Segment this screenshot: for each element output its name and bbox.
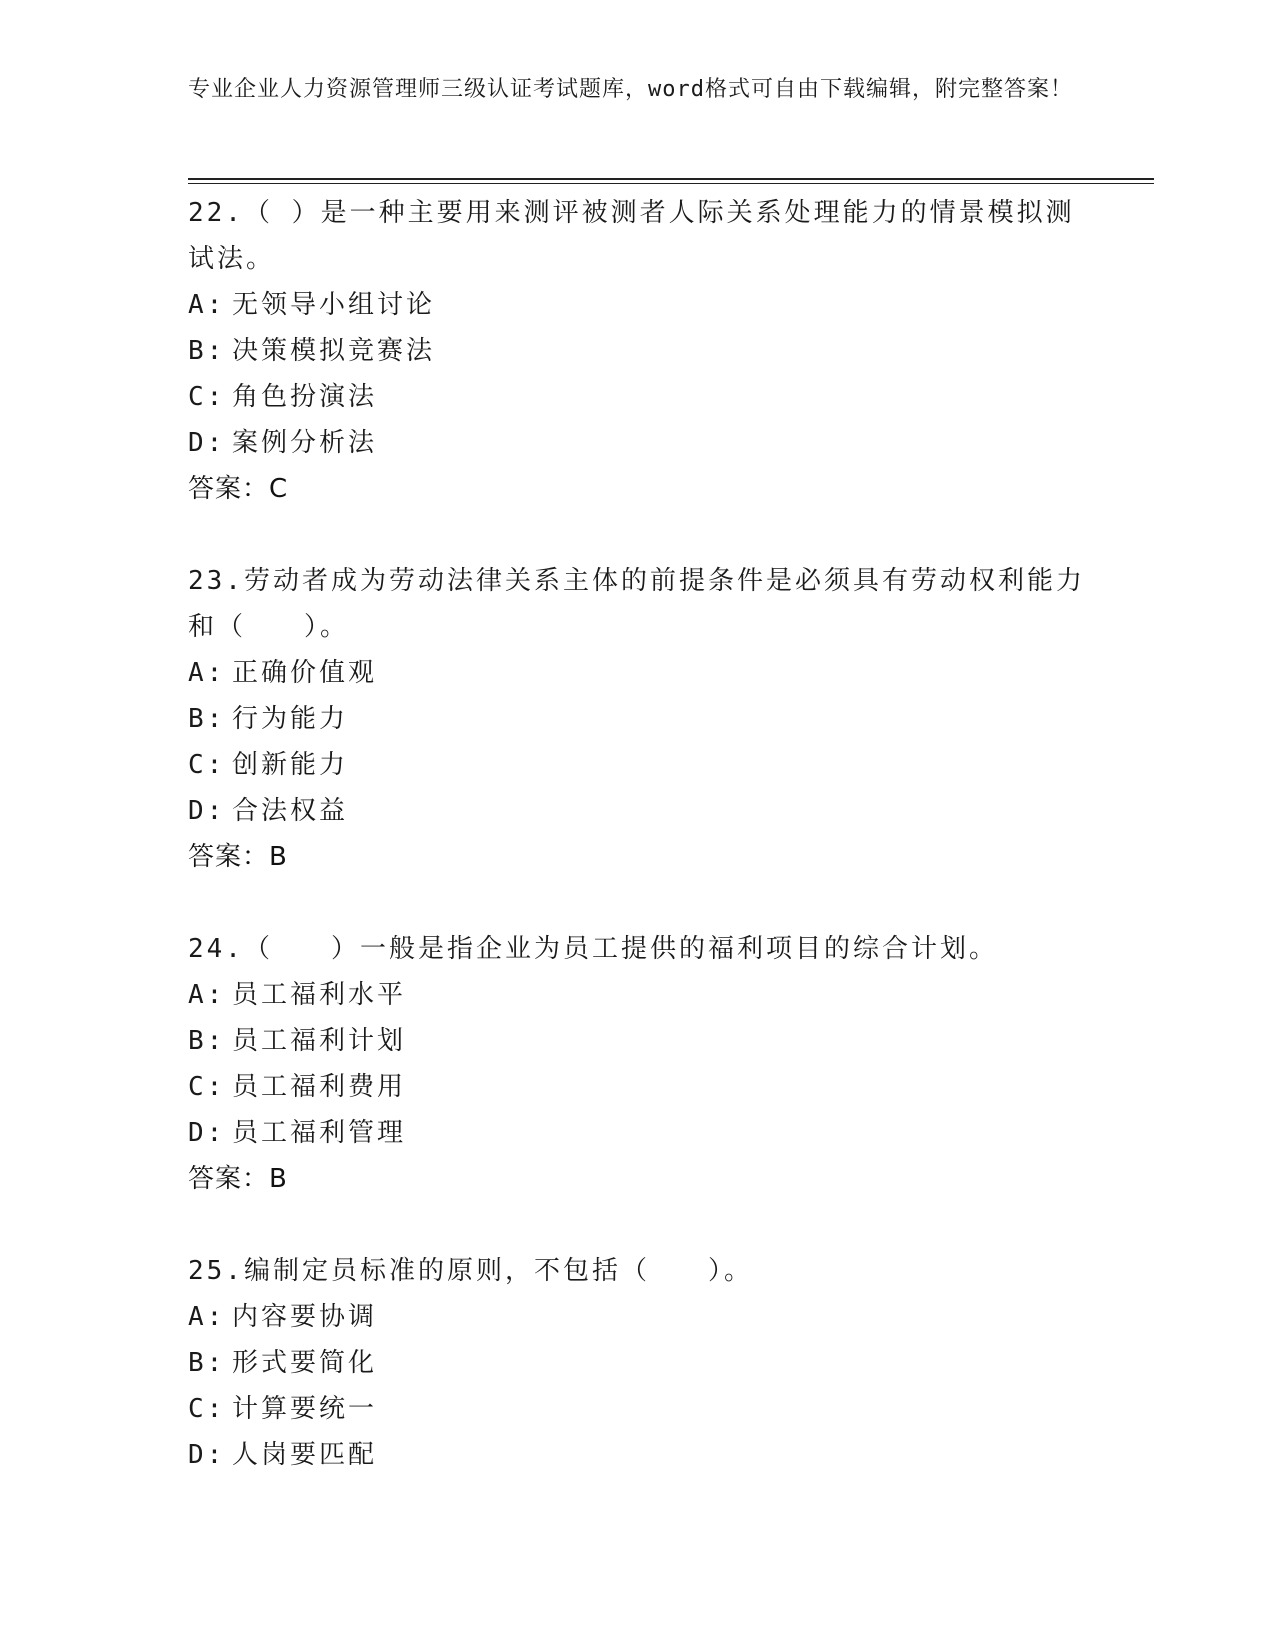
option-d (188, 788, 1088, 834)
option-text: 员工福利管理 (232, 1118, 407, 1148)
header-divider (188, 178, 1154, 184)
option-d (188, 1110, 1088, 1156)
option-key: D: (188, 1440, 226, 1470)
option-key: C: (188, 382, 226, 412)
option-c (188, 742, 1088, 788)
option-key: B: (188, 336, 226, 366)
question-22 (188, 190, 1088, 512)
answer-line: 答案：B (188, 1164, 288, 1194)
option-key: B: (188, 1348, 226, 1378)
option-a (188, 650, 1088, 696)
option-text: 员工福利水平 (232, 980, 407, 1010)
option-text: 创新能力 (232, 750, 349, 780)
option-text: 合法权益 (232, 796, 349, 826)
question-25 (188, 1248, 1088, 1478)
option-c (188, 374, 1088, 420)
option-key: D: (188, 796, 226, 826)
answer-line: 答案：B (188, 842, 288, 872)
option-d (188, 420, 1088, 466)
page-header (188, 74, 1088, 105)
option-text: 角色扮演法 (232, 382, 378, 412)
option-key: D: (188, 428, 226, 458)
option-text: 内容要协调 (232, 1302, 378, 1332)
answer-line: 答案：C (188, 474, 289, 504)
option-text: 无领导小组讨论 (232, 290, 436, 320)
question-stem: 23.劳动者成为劳动法律关系主体的前提条件是必须具有劳动权利能力和（ ）。 (188, 566, 1085, 642)
option-text: 决策模拟竞赛法 (232, 336, 436, 366)
option-text: 人岗要匹配 (232, 1440, 378, 1470)
option-b (188, 1018, 1088, 1064)
option-text: 正确价值观 (232, 658, 378, 688)
option-c (188, 1386, 1088, 1432)
option-a (188, 972, 1088, 1018)
question-list (188, 190, 1088, 1524)
option-a (188, 282, 1088, 328)
option-text: 员工福利费用 (232, 1072, 407, 1102)
option-key: A: (188, 290, 226, 320)
option-b (188, 696, 1088, 742)
option-text: 员工福利计划 (232, 1026, 407, 1056)
option-text: 行为能力 (232, 704, 349, 734)
option-a (188, 1294, 1088, 1340)
question-stem: 24.（ ）一般是指企业为员工提供的福利项目的综合计划。 (188, 934, 998, 964)
option-key: B: (188, 704, 226, 734)
option-key: A: (188, 658, 226, 688)
option-c (188, 1064, 1088, 1110)
option-key: C: (188, 1072, 226, 1102)
option-b (188, 328, 1088, 374)
option-key: B: (188, 1026, 226, 1056)
option-text: 案例分析法 (232, 428, 378, 458)
question-stem: 25.编制定员标准的原则，不包括（ ）。 (188, 1256, 753, 1286)
header-text: 专业企业人力资源管理师三级认证考试题库，word格式可自由下载编辑，附完整答案！ (188, 77, 1073, 102)
option-text: 计算要统一 (232, 1394, 378, 1424)
option-key: C: (188, 1394, 226, 1424)
option-key: A: (188, 1302, 226, 1332)
option-key: A: (188, 980, 226, 1010)
question-24 (188, 926, 1088, 1202)
option-b (188, 1340, 1088, 1386)
option-key: D: (188, 1118, 226, 1148)
option-d (188, 1432, 1088, 1478)
question-23 (188, 558, 1088, 880)
option-text: 形式要简化 (232, 1348, 378, 1378)
question-stem: 22.（ ）是一种主要用来测评被测者人际关系处理能力的情景模拟测试法。 (188, 198, 1075, 274)
option-key: C: (188, 750, 226, 780)
